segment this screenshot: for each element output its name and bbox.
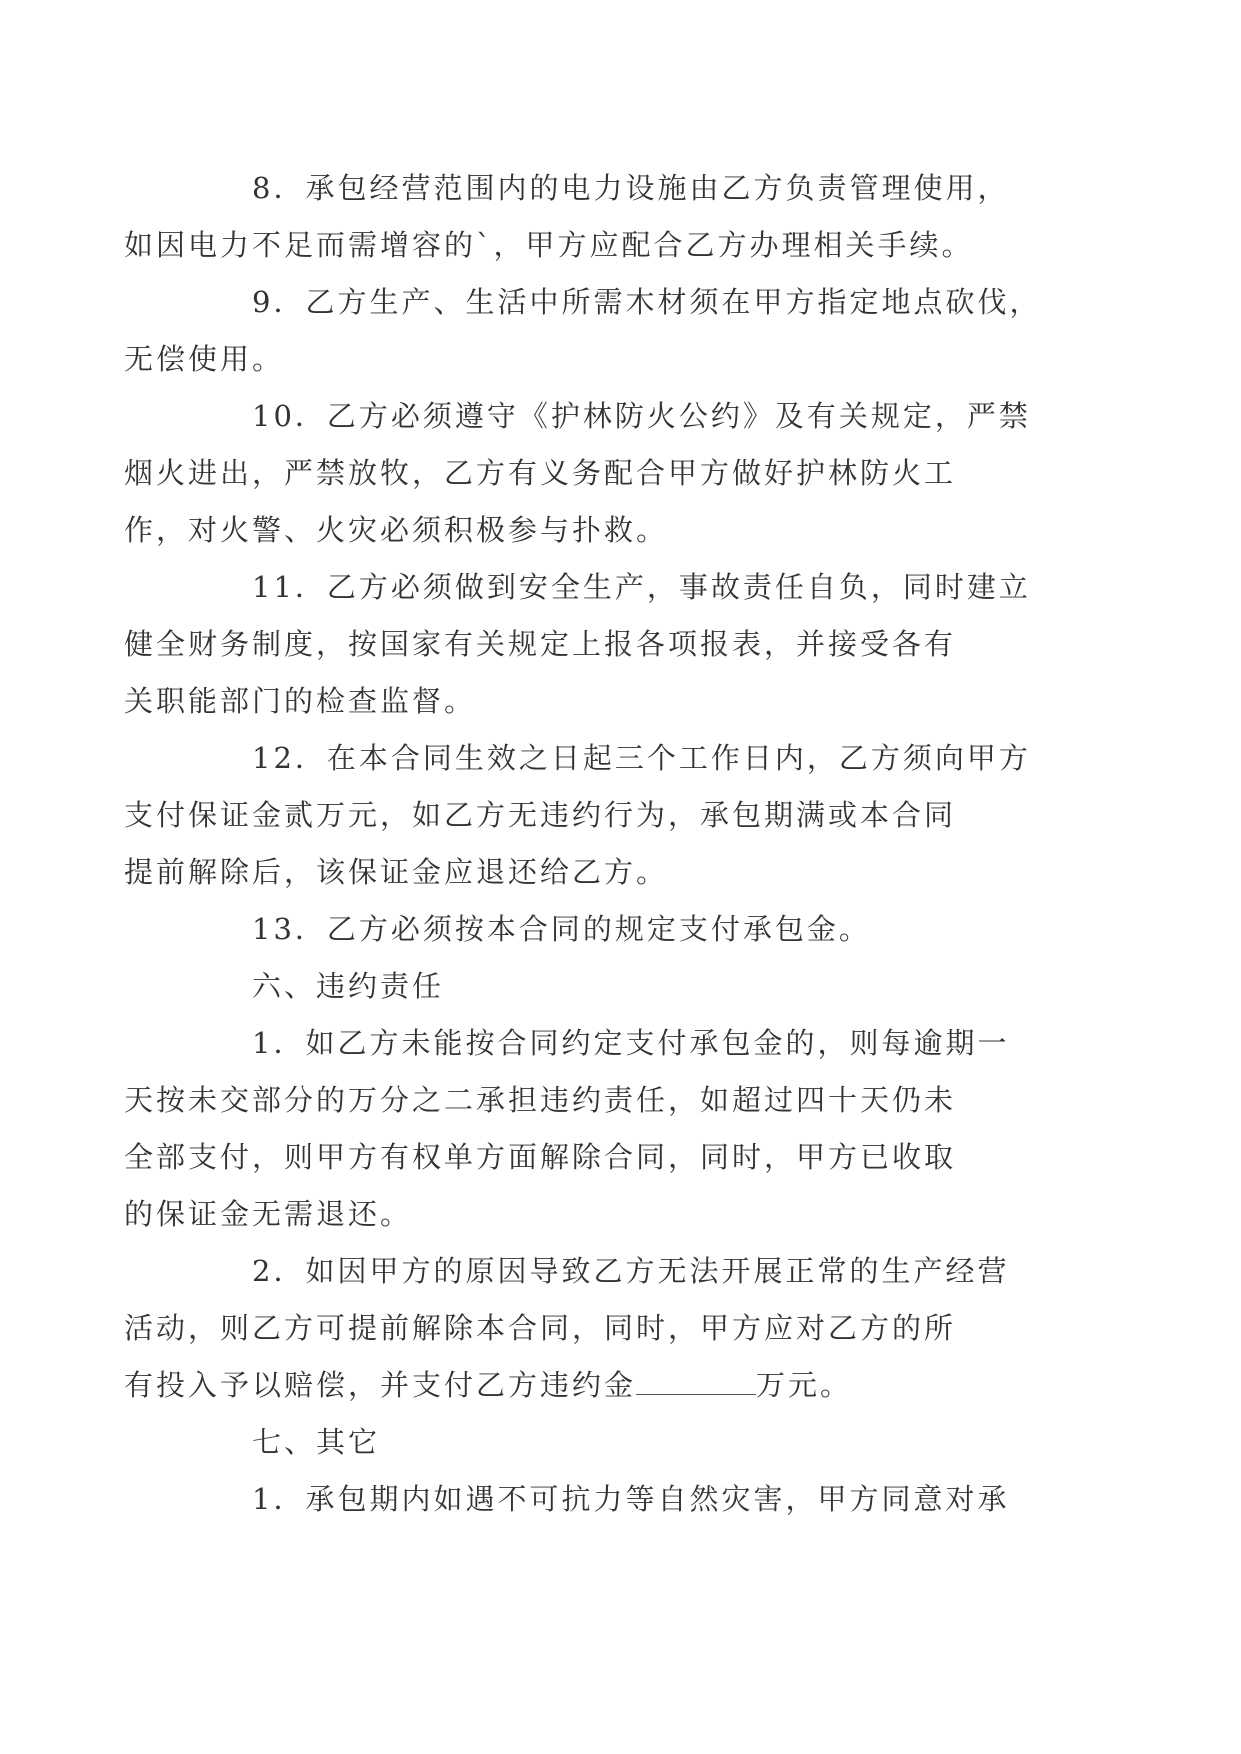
text-line: 13．乙方必须按本合同的规定支付承包金。 bbox=[252, 912, 871, 946]
text-line: 无偿使用。 bbox=[124, 342, 285, 376]
text-line: 8．承包经营范围内的电力设施由乙方负责管理使用， bbox=[252, 171, 1010, 205]
text-line: 烟火进出，严禁放牧，乙方有义务配合甲方做好护林防火工 bbox=[124, 456, 957, 490]
text-line: 作，对火警、火灾必须积极参与扑救。 bbox=[124, 513, 669, 547]
text-line: 健全财务制度，按国家有关规定上报各项报表，并接受各有 bbox=[124, 627, 957, 661]
text-line: 全部支付，则甲方有权单方面解除合同，同时，甲方已收取 bbox=[124, 1140, 957, 1174]
text-line: 的保证金无需退还。 bbox=[124, 1197, 413, 1231]
fill-in-blank bbox=[636, 1364, 756, 1395]
clause-9 bbox=[124, 274, 1068, 388]
clause-12 bbox=[124, 730, 1068, 901]
text-line: 关职能部门的检查监督。 bbox=[124, 684, 477, 718]
document-body bbox=[124, 160, 1068, 1528]
section-heading: 六、违约责任 bbox=[252, 969, 445, 1003]
section-heading-breach bbox=[188, 958, 1068, 1015]
text-line: 支付保证金贰万元，如乙方无违约行为，承包期满或本合同 bbox=[124, 798, 957, 832]
section-heading-other bbox=[188, 1414, 1068, 1471]
breach-clause-1 bbox=[124, 1015, 1068, 1243]
clause-11 bbox=[124, 559, 1068, 730]
text-line: 11．乙方必须做到安全生产，事故责任自负，同时建立 bbox=[252, 570, 1031, 604]
clause-13 bbox=[188, 901, 1068, 958]
text-line: 12．在本合同生效之日起三个工作日内，乙方须向甲方 bbox=[252, 741, 1031, 775]
breach-clause-2 bbox=[124, 1243, 1068, 1414]
text-line: 1．承包期内如遇不可抗力等自然灾害，甲方同意对承 bbox=[252, 1482, 1010, 1516]
text-line-with-blank bbox=[124, 1357, 1068, 1414]
text-line: 提前解除后，该保证金应退还给乙方。 bbox=[124, 855, 669, 889]
text-line: 活动，则乙方可提前解除本合同，同时，甲方应对乙方的所 bbox=[124, 1311, 957, 1345]
text-line: 1．如乙方未能按合同约定支付承包金的，则每逾期一 bbox=[252, 1026, 1010, 1060]
text-line: 如因电力不足而需增容的`，甲方应配合乙方办理相关手续。 bbox=[124, 228, 974, 262]
text-segment: 万元。 bbox=[756, 1368, 853, 1402]
clause-8 bbox=[124, 160, 1068, 274]
clause-10 bbox=[124, 388, 1068, 559]
text-line: 天按未交部分的万分之二承担违约责任，如超过四十天仍未 bbox=[124, 1083, 957, 1117]
text-line: 10．乙方必须遵守《护林防火公约》及有关规定，严禁 bbox=[252, 399, 1031, 433]
text-segment: 有投入予以赔偿，并支付乙方违约金 bbox=[124, 1368, 637, 1402]
text-line: 9．乙方生产、生活中所需木材须在甲方指定地点砍伐， bbox=[252, 285, 1042, 319]
section-heading: 七、其它 bbox=[252, 1425, 381, 1459]
other-clause-1 bbox=[188, 1471, 1068, 1528]
text-line: 2．如因甲方的原因导致乙方无法开展正常的生产经营 bbox=[252, 1254, 1010, 1288]
